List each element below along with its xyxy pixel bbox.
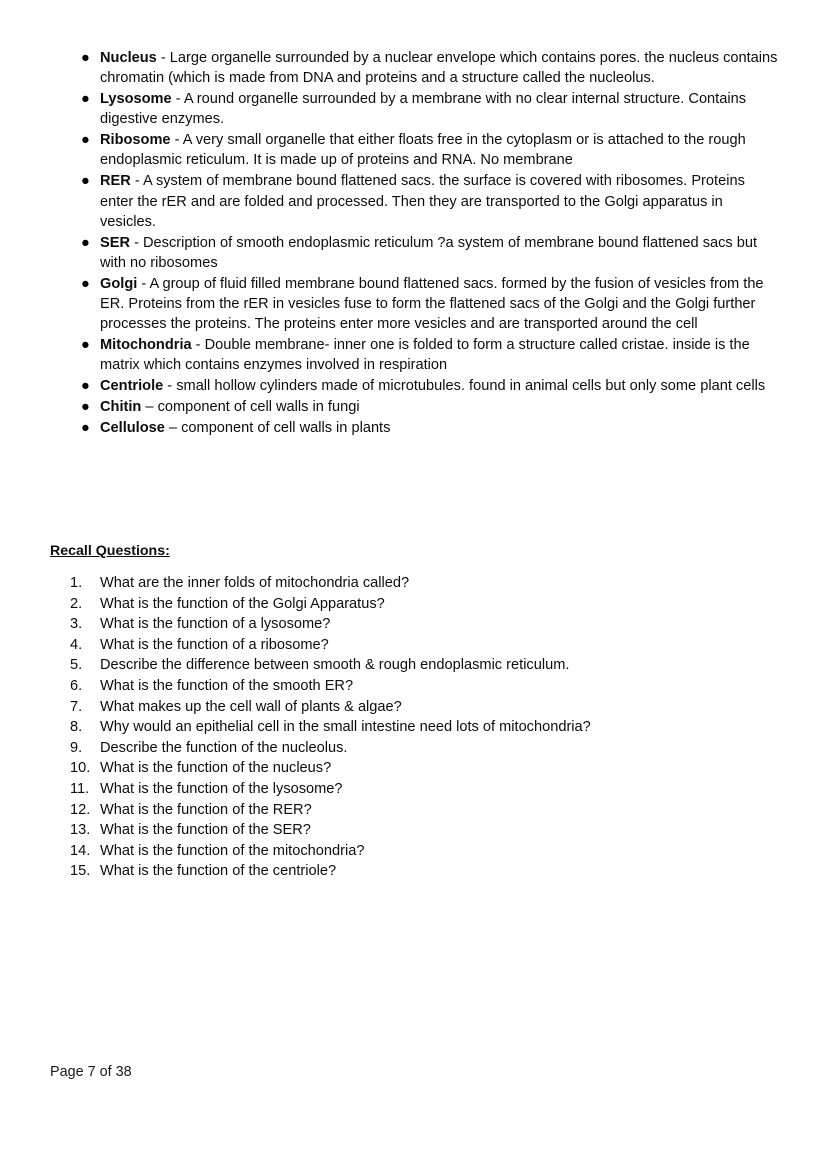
organelle-description: A system of membrane bound flattened sacs. the surface is covered with ribosomes. Proteins enter the rER and are folded and processed. Then they are transported to the Golgi apparatus in vesicles.	[100, 173, 745, 230]
question-text: What is the function of a ribosome?	[100, 636, 329, 653]
recall-question-item	[70, 573, 770, 594]
organelle-term: Ribosome	[100, 132, 171, 149]
recall-question-item	[70, 655, 770, 676]
question-number: 12.	[70, 801, 91, 818]
question-text: What is the function of the mitochondria?	[100, 842, 365, 859]
organelle-list-item	[75, 418, 781, 438]
recall-question-item	[70, 614, 770, 635]
organelle-term: Chitin	[100, 399, 142, 416]
question-text: What is the function of the smooth ER?	[100, 677, 354, 694]
recall-question-item	[70, 635, 770, 656]
organelle-separator: -	[130, 173, 143, 190]
question-text: Describe the function of the nucleolus.	[100, 739, 348, 756]
organelle-term: Golgi	[100, 275, 138, 292]
organelle-list-item	[75, 89, 781, 130]
recall-question-item	[70, 697, 770, 718]
bullet-point-icon: ●	[81, 419, 90, 436]
question-text: Describe the difference between smooth & rough endoplasmic reticulum.	[100, 657, 570, 674]
question-number: 14.	[70, 842, 91, 859]
recall-question-item	[70, 820, 770, 841]
recall-questions-list	[70, 573, 770, 882]
organelle-description: A group of fluid filled membrane bound flattened sacs. formed by the fusion of vesicles from the ER. Proteins from the rER in vesicles fuse to form the flattened sacs of the Golgi and the Golgi further processes the proteins. The proteins enter more vesicles and are transported around the cell	[100, 275, 764, 333]
question-text: What is the function of a lysosome?	[100, 616, 331, 633]
question-number: 15.	[70, 863, 91, 880]
question-number: 3.	[70, 616, 83, 633]
organelle-description: component of cell walls in fungi	[157, 399, 360, 416]
organelle-separator: -	[171, 91, 184, 108]
organelle-separator: –	[141, 399, 158, 416]
organelle-term: Mitochondria	[100, 337, 192, 354]
organelle-list-item	[75, 130, 781, 171]
question-text: What is the function of the centriole?	[100, 863, 337, 880]
organelle-separator: -	[163, 378, 177, 395]
recall-question-item	[70, 800, 770, 821]
question-text: Why would an epithelial cell in the small intestine need lots of mitochondria?	[100, 719, 591, 736]
organelle-separator: -	[191, 337, 205, 354]
question-text: What is the function of the Golgi Apparatus?	[100, 595, 385, 612]
question-text: What is the function of the lysosome?	[100, 780, 343, 797]
bullet-point-icon: ●	[81, 132, 90, 149]
organelle-description: Description of smooth endoplasmic reticulum ?a system of membrane bound flattened sacs but with no ribosomes	[100, 234, 758, 271]
organelle-list-item	[75, 233, 781, 274]
bullet-point-icon: ●	[81, 378, 90, 395]
bullet-point-icon: ●	[81, 275, 90, 292]
bullet-point-icon: ●	[81, 173, 90, 190]
organelle-term: Lysosome	[100, 91, 172, 108]
organelle-separator: -	[156, 50, 170, 66]
organelle-description: small hollow cylinders made of microtubules. found in animal cells but only some plant cells	[176, 378, 766, 395]
question-number: 4.	[70, 636, 83, 653]
organelle-term: Nucleus	[100, 50, 157, 66]
organelle-separator: -	[170, 132, 183, 149]
bullet-point-icon: ●	[81, 91, 90, 108]
question-number: 13.	[70, 822, 91, 839]
organelle-description: component of cell walls in plants	[181, 419, 391, 436]
organelle-bullet-list	[75, 48, 781, 439]
organelle-list-item	[75, 48, 781, 89]
bullet-point-icon: ●	[81, 399, 90, 416]
organelle-list-item	[75, 274, 781, 335]
question-number: 8.	[70, 719, 83, 736]
organelle-description: Large organelle surrounded by a nuclear envelope which contains pores. the nucleus contains chromatin (which is made from DNA and proteins and a structure called the nucleolus.	[100, 50, 778, 87]
organelle-list-item	[75, 335, 781, 376]
recall-question-item	[70, 738, 770, 759]
organelle-description: A very small organelle that either floats free in the cytoplasm or is attached to the rough endoplasmic reticulum. It is made up of proteins and RNA. No membrane	[100, 132, 746, 169]
organelle-list-item	[75, 171, 781, 232]
question-number: 7.	[70, 698, 83, 715]
recall-question-item	[70, 779, 770, 800]
bullet-point-icon: ●	[81, 234, 90, 251]
question-text: What is the function of the RER?	[100, 801, 312, 818]
organelle-separator: -	[137, 275, 150, 292]
question-number: 1.	[70, 575, 83, 591]
question-number: 11.	[70, 780, 90, 797]
question-number: 6.	[70, 677, 83, 694]
recall-question-item	[70, 676, 770, 697]
organelle-list-item	[75, 376, 781, 396]
organelle-term: RER	[100, 173, 131, 190]
bullet-point-icon: ●	[81, 337, 90, 354]
recall-question-item	[70, 594, 770, 615]
organelle-term: SER	[100, 234, 131, 251]
recall-question-item	[70, 717, 770, 738]
question-number: 5.	[70, 657, 83, 674]
question-text: What is the function of the nucleus?	[100, 760, 332, 777]
question-number: 9.	[70, 739, 83, 756]
question-number: 2.	[70, 595, 83, 612]
organelle-separator: –	[164, 419, 182, 436]
recall-question-item	[70, 861, 770, 882]
recall-question-item	[70, 758, 770, 779]
organelle-description: Double membrane- inner one is folded to form a structure called cristae. inside is the matrix which contains enzymes involved in respiration	[100, 337, 750, 374]
recall-questions-heading: Recall Questions:	[50, 543, 170, 559]
question-text: What makes up the cell wall of plants & algae?	[100, 698, 402, 715]
page-number-footer: Page 7 of 38	[50, 1064, 132, 1080]
organelle-term: Centriole	[100, 378, 164, 395]
question-text: What are the inner folds of mitochondria called?	[100, 575, 410, 591]
organelle-term: Cellulose	[100, 419, 165, 436]
organelle-description: A round organelle surrounded by a membrane with no clear internal structure. Contains digestive enzymes.	[100, 91, 747, 128]
bullet-point-icon: ●	[81, 50, 90, 66]
question-text: What is the function of the SER?	[100, 822, 311, 839]
question-number: 10.	[70, 760, 91, 777]
recall-question-item	[70, 841, 770, 862]
organelle-separator: -	[130, 234, 143, 251]
organelle-list-item	[75, 397, 781, 417]
